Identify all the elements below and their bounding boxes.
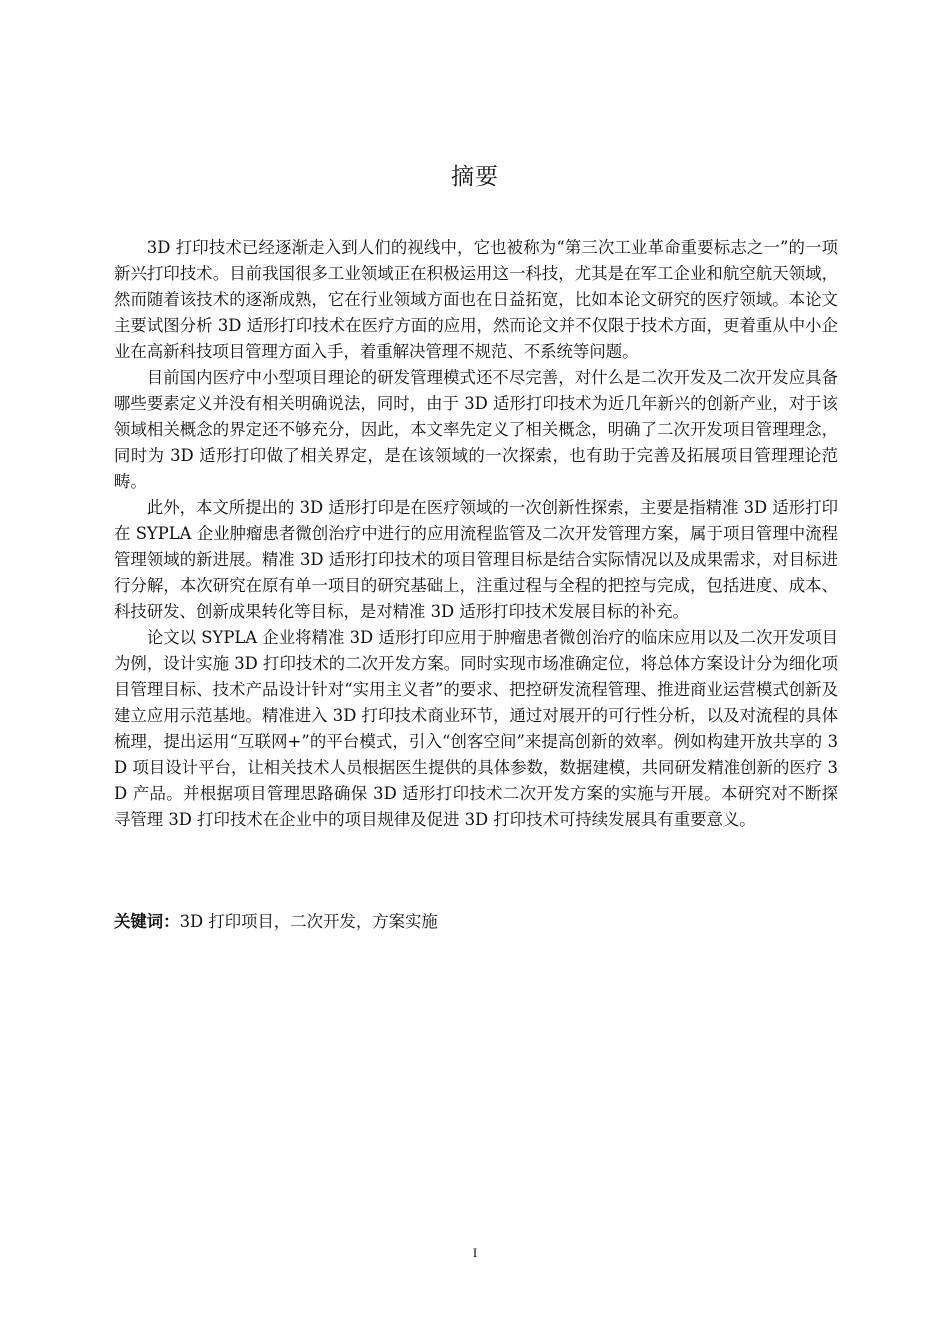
abstract-paragraph-2: 目前国内医疗中小型项目理论的研发管理模式还不尽完善，对什么是二次开发及二次开发应具备哪些要素定义并没有相关明确说法，同时，由于 3D 适形打印技术为近几年新兴的创新产业，对于该领域相关概念的界定还不够充分，因此，本文率先定义了相关概念，明确了二次开发项目管理理念，同时为 3D 适形打印做了相关界定，是在该领域的一次探索，也有助于完善及拓展项目管理理论范畴。: [114, 368, 838, 491]
keywords-label: 关键词：: [114, 912, 180, 931]
abstract-body: [114, 235, 838, 833]
abstract-paragraph-1: 3D 打印技术已经逐渐走入到人们的视线中，它也被称为“第三次工业革命重要标志之一”的一项新兴打印技术。目前我国很多工业领域正在积极运用这一科技，尤其是在军工企业和航空航天领域，然而随着该技术的逐渐成熟，它在行业领域方面也在日益拓宽，比如本论文研究的医疗领域。本论文主要试图分析 3D 适形打印技术在医疗方面的应用，然而论文并不仅限于技术方面，更着重从中小企业在高新科技项目管理方面入手，着重解决管理不规范、不系统等问题。: [114, 238, 838, 361]
abstract-paragraph-3: 此外，本文所提出的 3D 适形打印是在医疗领域的一次创新性探索，主要是指精准 3D 适形打印在 SYPLA 企业肿瘤患者微创治疗中进行的应用流程监管及二次开发管理方案，属于项目管理中流程管理领域的新进展。精准 3D 适形打印技术的项目管理目标是结合实际情况以及成果需求，对目标进行分解，本次研究在原有单一项目的研究基础上，注重过程与全程的把控与完成，包括进度、成本、科技研发、创新成果转化等目标，是对精准 3D 适形打印技术发展目标的补充。: [114, 498, 838, 621]
page-number: I: [472, 1245, 478, 1260]
keywords-line: [114, 909, 838, 935]
page-title: 摘要: [451, 164, 499, 190]
abstract-paragraph-4: 论文以 SYPLA 企业将精准 3D 适形打印应用于肿瘤患者微创治疗的临床应用以及二次开发项目为例，设计实施 3D 打印技术的二次开发方案。同时实现市场准确定位，将总体方案设计分为细化项目管理目标、技术产品设计针对“实用主义者”的要求、把控研发流程管理、推进商业运营模式创新及建立应用示范基地。精准进入 3D 打印技术商业环节，通过对展开的可行性分析，以及对流程的具体梳理，提出运用“互联网+”的平台模式，引入“创客空间”来提高创新的效率。例如构建开放共享的 3D 项目设计平台，让相关技术人员根据医生提供的具体参数，数据建模，共同研发精准创新的医疗 3D 产品。并根据项目管理思路确保 3D 适形打印技术二次开发方案的实施与开展。本研究对不断探寻管理 3D 打印技术在企业中的项目规律及促进 3D 打印技术可持续发展具有重要意义。: [114, 628, 838, 829]
keywords-value: 3D 打印项目，二次开发，方案实施: [179, 912, 438, 931]
